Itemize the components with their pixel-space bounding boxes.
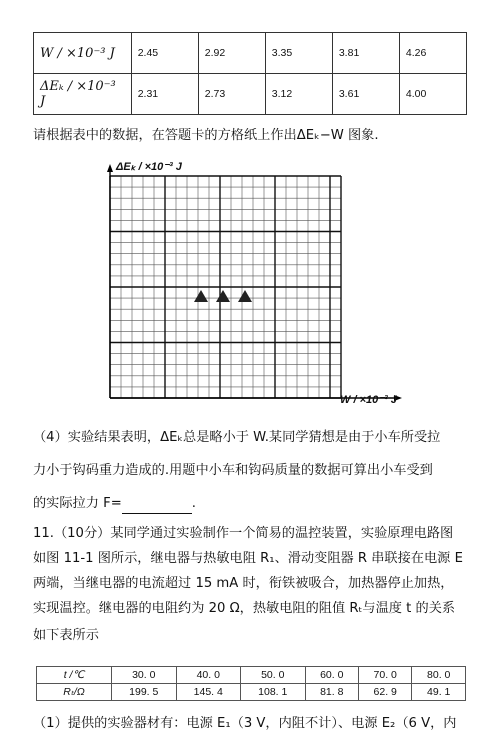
data-table-w-ek bbox=[33, 32, 467, 115]
table-cell: 60. 0 bbox=[305, 667, 358, 684]
q11-line-4: 实现温控。继电器的电阻约为 20 Ω，热敏电阻的阻值 Rₜ与温度 t 的关系 bbox=[33, 601, 456, 616]
table-cell: 3.35 bbox=[265, 33, 332, 74]
table-cell: 40. 0 bbox=[176, 667, 241, 684]
q4-line-2: 力小于钩码重力造成的.用题中小车和钩码质量的数据可算出小车受到 bbox=[33, 463, 433, 478]
y-axis-arrow-icon bbox=[107, 164, 113, 172]
table-cell: 3.61 bbox=[332, 74, 399, 115]
table-cell: 50. 0 bbox=[241, 667, 306, 684]
table-row-temperature bbox=[37, 667, 466, 684]
row-label-w: W / ×10⁻³ J bbox=[34, 33, 132, 74]
thermistor-table bbox=[36, 666, 466, 701]
triangle-mark-icon bbox=[238, 290, 252, 302]
q11-line-5: 如下表所示 bbox=[33, 628, 99, 643]
row-label-rt: Rₜ/Ω bbox=[37, 684, 112, 701]
row-label-t: t /℃ bbox=[37, 667, 112, 684]
q4-line-3-text: 的实际拉力 F= bbox=[33, 496, 122, 511]
q11-line-1: 11.（10分）某同学通过实验制作一个简易的温控装置，实验原理电路图 bbox=[33, 526, 454, 541]
table-cell: 145. 4 bbox=[176, 684, 241, 701]
instruction-text: 请根据表中的数据，在答题卡的方格纸上作出ΔEₖ−W 图象. bbox=[33, 128, 379, 143]
table-cell: 81. 8 bbox=[305, 684, 358, 701]
table-cell: 2.31 bbox=[131, 74, 198, 115]
table-cell: 30. 0 bbox=[112, 667, 177, 684]
table-cell: 3.12 bbox=[265, 74, 332, 115]
table-cell: 70. 0 bbox=[358, 667, 411, 684]
row-label-ek: ΔEₖ / ×10⁻³ J bbox=[34, 74, 132, 115]
table-cell: 4.00 bbox=[399, 74, 466, 115]
q4-line-1: （4）实验结果表明，ΔEₖ总是略小于 W.某同学猜想是由于小车所受拉 bbox=[33, 430, 441, 445]
triangle-mark-icon bbox=[194, 290, 208, 302]
y-axis-label: ΔEₖ / ×10⁻³ J bbox=[116, 161, 182, 173]
table-row-resistance bbox=[37, 684, 466, 701]
answer-blank[interactable] bbox=[122, 499, 192, 514]
graph-paper bbox=[95, 158, 405, 410]
table-cell: 3.81 bbox=[332, 33, 399, 74]
table-cell: 49. 1 bbox=[412, 684, 466, 701]
table-cell: 62. 9 bbox=[358, 684, 411, 701]
q4-line-3 bbox=[33, 494, 196, 514]
table-row-ek bbox=[34, 74, 467, 115]
q11-line-2: 如图 11-1 图所示，继电器与热敏电阻 R₁、滑动变阻器 R 串联接在电源 E bbox=[33, 551, 463, 566]
table-cell: 2.45 bbox=[131, 33, 198, 74]
table-cell: 199. 5 bbox=[112, 684, 177, 701]
q4-line-3-end: . bbox=[191, 496, 196, 511]
table-row-w bbox=[34, 33, 467, 74]
table-cell: 2.73 bbox=[198, 74, 265, 115]
table-cell: 108. 1 bbox=[241, 684, 306, 701]
table-cell: 80. 0 bbox=[412, 667, 466, 684]
table-cell: 4.26 bbox=[399, 33, 466, 74]
triangle-mark-icon bbox=[216, 290, 230, 302]
table-cell: 2.92 bbox=[198, 33, 265, 74]
q11-line-3: 两端，当继电器的电流超过 15 mA 时，衔铁被吸合，加热器停止加热， bbox=[33, 576, 454, 591]
x-axis-label: W / ×10⁻³ J bbox=[340, 394, 397, 406]
q11-part-1: （1）提供的实验器材有：电源 E₁（3 V，内阻不计）、电源 E₂（6 V，内 bbox=[33, 716, 457, 731]
